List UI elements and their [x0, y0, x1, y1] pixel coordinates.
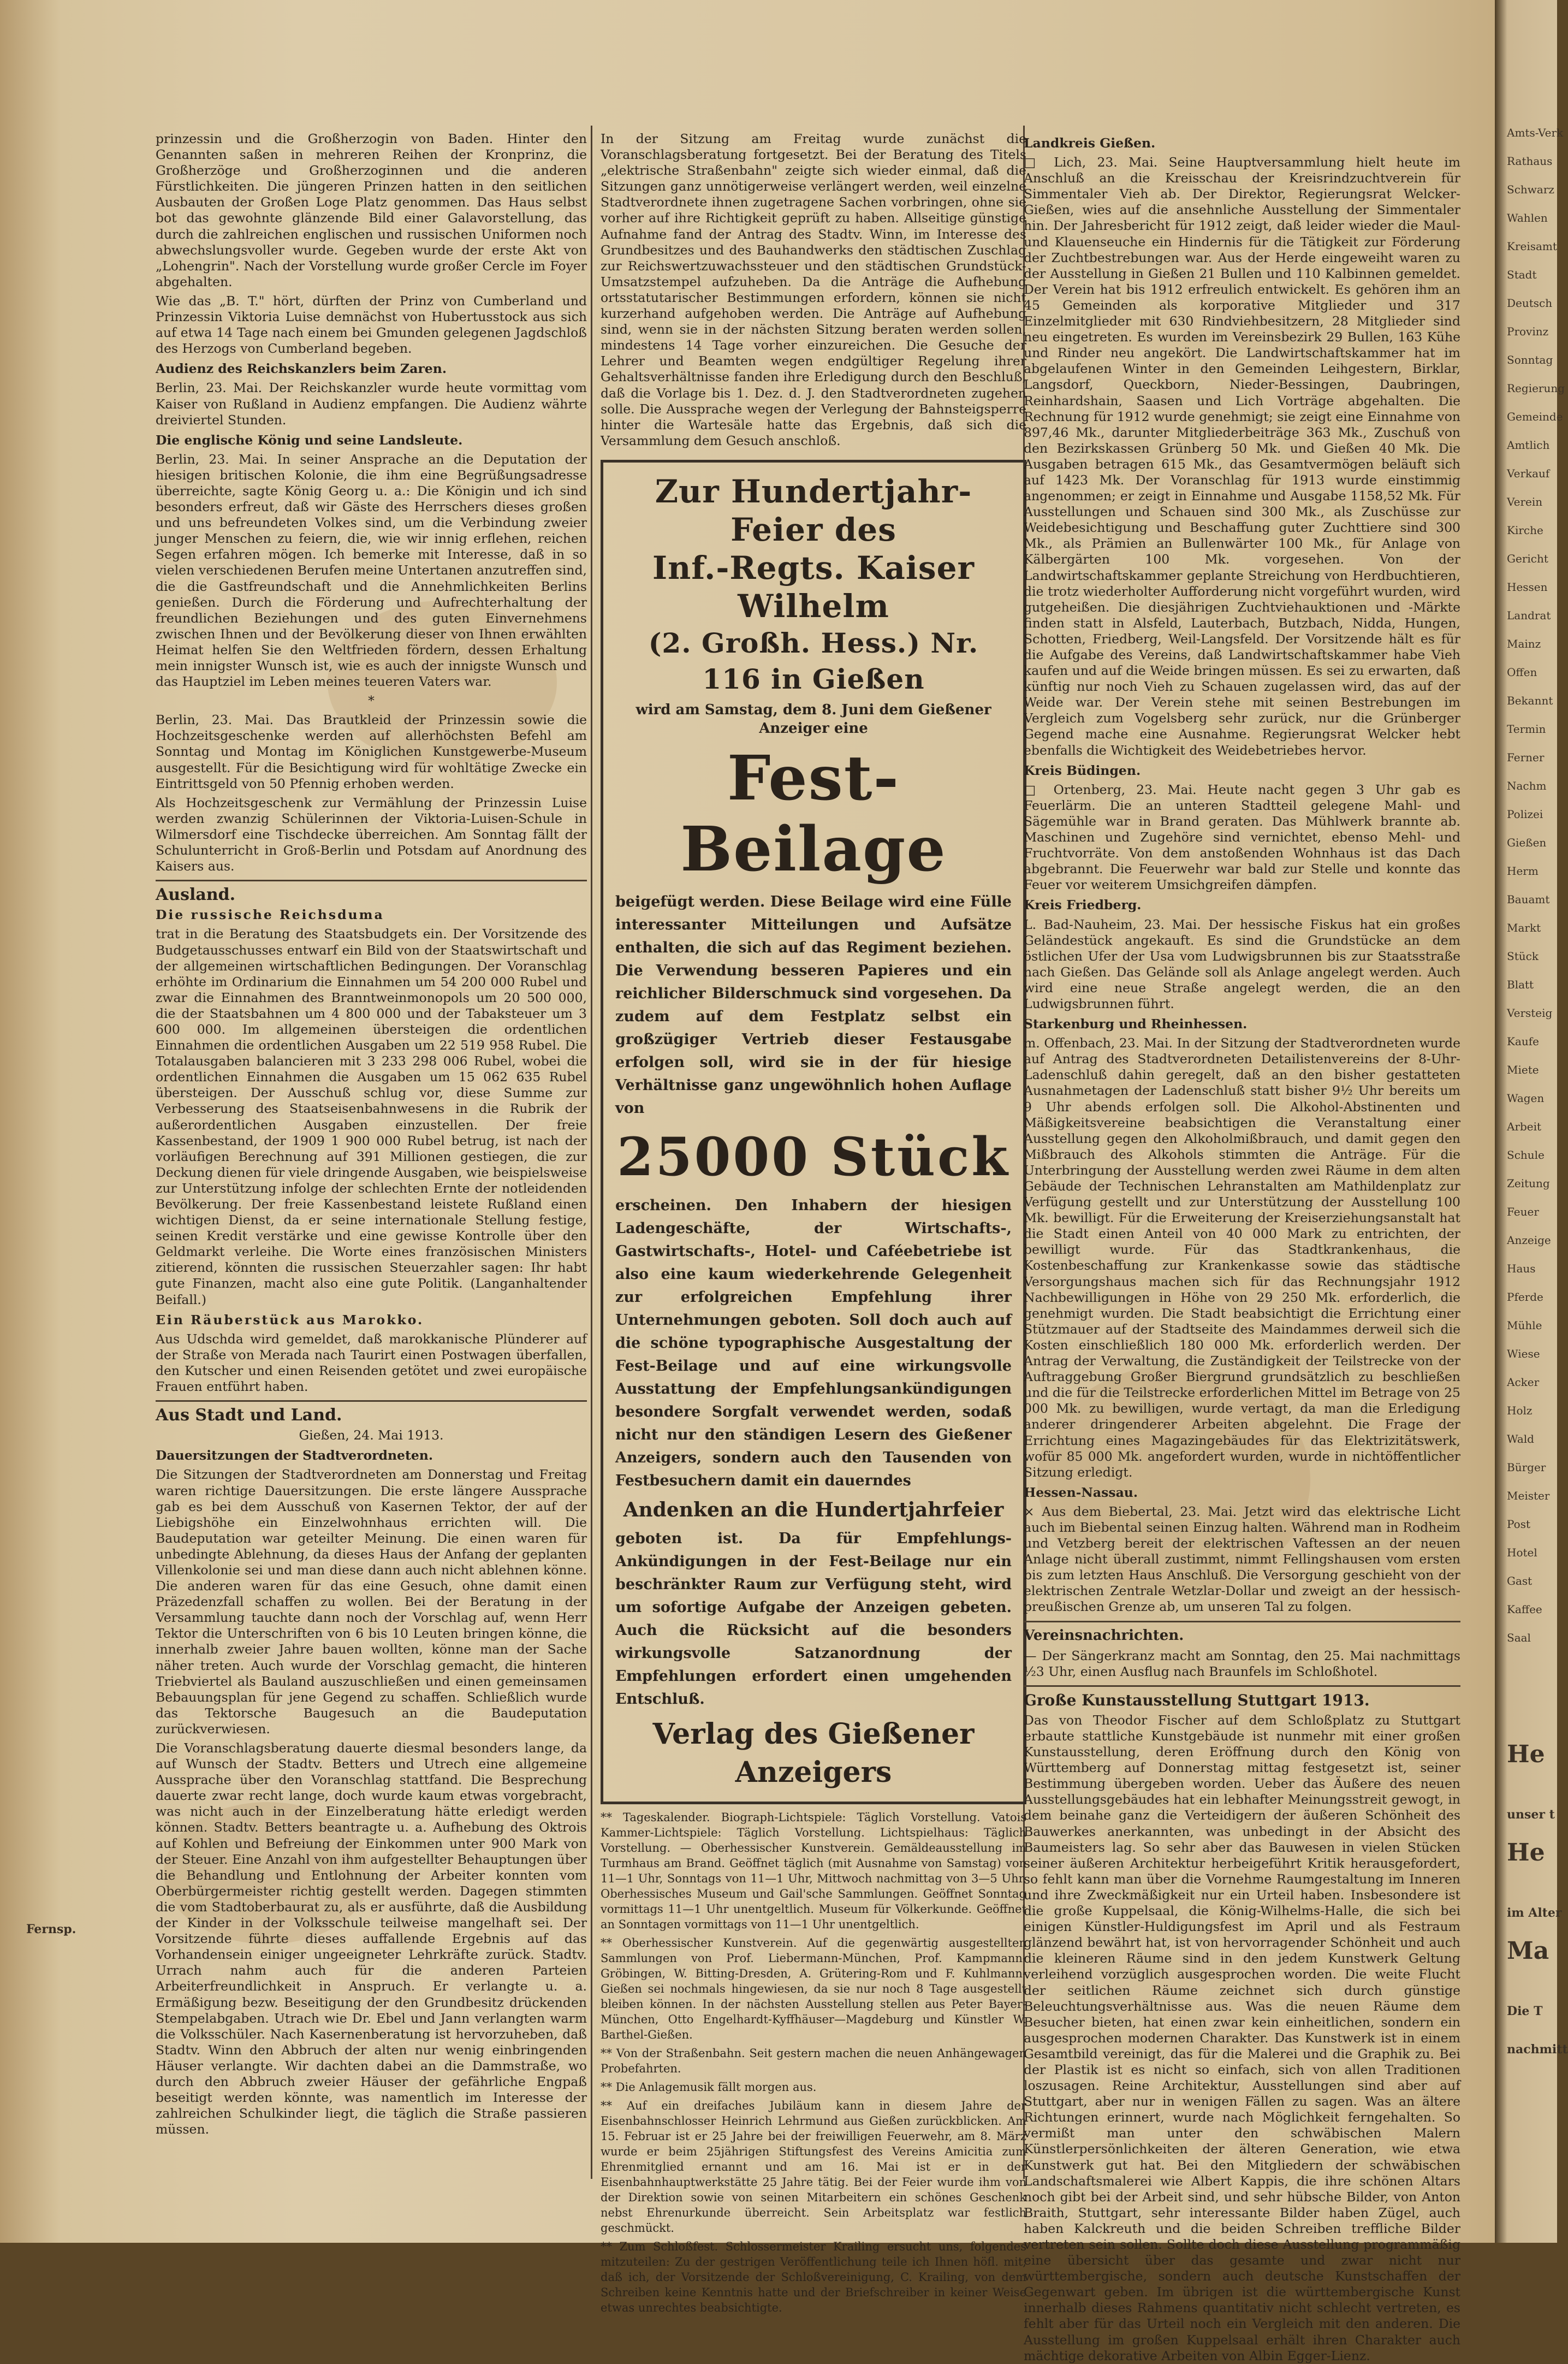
column-1 [156, 131, 587, 2173]
adjacent-page-fragment: Gemeinde [1507, 410, 1563, 423]
margin-mark: Fernsp. [26, 1922, 76, 1936]
adjacent-page-fragment: Wald [1507, 1432, 1534, 1445]
local-note: ** Zum Schloßfest. Schlossermeister Krailing ersucht uns, folgendes mitzuteilen: Zu der gestrigen Veröffentlichung teile ich Ihnen höfl. mit, daß ich, der Vorsitzende der Schloßvereinigung, C. Krailing, von dem Schreiben keine Kenntnis hatte und der Briefschreiber in keiner Weise etwas unrechtes beabsichtigte. [601, 2239, 1026, 2314]
adjacent-page-fragment: Nachm [1507, 779, 1547, 792]
adjacent-page-ad-fragment: Die T [1507, 2004, 1543, 2018]
article-text: □ Lich, 23. Mai. Seine Hauptversammlung hielt heute im Anschluß an die Kreisschau der Kreisrindzuchtverein für Simmentaler Vieh ab. Der Direktor, Regierungsrat Welcker-Gießen, wies auf die ansehnliche Ausstellung der Simmentaler hin. Der Jahresbericht für 1912 zeigt, daß leider wieder die Maul- und Klauenseuche ein Hindernis für die Tätigkeit zur Förderung der Zuchtbestrebungen war. Aus der Herde eingeweiht waren zu der Ausstellung in Gießen 21 Bullen und 110 Kalbinnen gemeldet. Der Verein hat bis 1912 erfreulich entwickelt. Es gehören ihm an 45 Gemeinden als korporative Mitglieder und 317 Einzelmitglieder mit 630 Rindviehbesitzern, 28 Mitglieder sind neu eingetreten. Es wurden im Vereinsbezirk 29 Bullen, 163 Kühe und Rinder neu angekört. Die Landwirtschaftskammer hat im abgelaufenen Winter in den Gemeinden Leihgestern, Birklar, Langsdorf, Queckborn, Nieder-Bessingen, Daubringen, Reinhardshain, Saasen und Lich Vorträge abgehalten. Die Rechnung für 1912 wurde genehmigt; sie zeigt eine Einnahme von 897,46 Mk., darunter Mitgliederbeiträge 363 Mk., Zuschuß von den Bezirkskassen Grünberg 50 Mk. und Gießen 40 Mk. Die Ausgaben betragen 615 Mk., das Gesamtvermögen beläuft sich auf 1423 Mk. Der Voranschlag für 1913 wurde einstimmig angenommen; er zeigt in Einnahme und Ausgabe 1158,52 Mk. Für Ausstellungen und Schauen sind 300 Mk., als Zuschüsse zur Weidebesichtigung und Beschaffung guter Zuchttiere sind 300 Mk., als Prämien an Bullenwärter 100 Mk., für Anlage von Kälbergärten 100 Mk. vorgesehen. Von der Landwirtschaftskammer geplante Streichung von Herdbuchtieren, die trotz wiederholter Aufforderung nicht vorgeführt wurden, wird gutgeheißen. Die diesjährigen Zuchtviehauktionen und -Märkte finden statt in Alsfeld, Lauterbach, Butzbach, Nidda, Hungen, Schotten, Friedberg, Weil-Langsfeld. Der Vorsitzende hält es für die Aufgabe des Vereins, daß Landwirtschaftskammer habe Vieh kaufen und auf die Weide bringen müssen. Es sei zu erwarten, daß künftig nur noch Vieh zu Schauen zugelassen wird, das auf der Weide war. Der Verein stehe mit seinen Bestrebungen im Vergleich zum Vogelsberg sehr zurück, nur die Grünberger Gegend mache eine Ausnahme. Regierungsrat Welcker hebt ebenfalls die Wichtigkeit des Weidebetriebes hervor. [1024, 155, 1460, 758]
ad-highlight: Andenken an die Hundertjahrfeier [623, 1498, 1004, 1521]
article-text: In der Sitzung am Freitag wurde zunächst die Voranschlagsberatung fortgesetzt. Bei der Beratung des Titels „elektrische Straßenbahn" zeigte sich wieder einmal, daß die Sitzungen ganz unnötigerweise verlängert werden, weil einzelne Stadtverordnete ihnen zugetragene Sachen vorbringen, ohne sie vorher auf ihre Richtigkeit geprüft zu haben. Allseitige günstige Aufnahme fand der Antrag des Stadtv. Winn, im Interesse des Grundbesitzes und des Bauhandwerks den städtischen Zuschlag zur Reichswertzuwachssteuer und den städtischen Grundstück-Umsatzstempel aufzuheben. Da die Anträge die Aufhebung ortsstatutarischer Bestimmungen erfordern, können sie nicht kurzerhand aufgehoben werden. Die Anträge auf Aufhebung sind, wenn sie in der nächsten Sitzung beraten werden sollen, mindestens 14 Tage vorher einzureichen. Die Gesuche der Lehrer und Beamten wegen endgültiger Regelung ihrer Gehaltsverhältnisse fanden ihre Erledigung durch den Beschluß, daß die Vorlage bis 1. Dez. d. J. den Stadtverordneten zugehen solle. Die Aussprache wegen der Verlegung der Bahnsteigsperre hinter die Wartesäle hatte das Ergebnis, daß sich die Versammlung dem Gesuch anschloß. [601, 131, 1026, 448]
adjacent-page-fragment: Gast [1507, 1574, 1533, 1587]
section-heading-kunst: Große Kunstausstellung Stuttgart 1913. [1024, 1691, 1370, 1709]
adjacent-page-fragment: Anzeige [1507, 1234, 1551, 1247]
adjacent-page-fragment: Ferner [1507, 751, 1545, 764]
adjacent-page-fragment: Kaffee [1507, 1603, 1542, 1616]
ad-body: erscheinen. Den Inhabern der hiesigen Ladengeschäfte, der Wirtschafts-, Gastwirtschafts-, Hotel- und Caféebetriebe ist also eine kaum wiederkehrende Gelegenheit zur erfolgreichen Empfehlung ihrer Unternehmungen geboten. Soll doch auch auf die schöne typographische Ausgestaltung der Fest-Beilage und auf eine wirkungsvolle Ausstattung der Empfehlungsankündigungen besondere Sorgfalt verwendet werden, sodaß nicht nur den ständigen Lesern des Gießener Anzeigers, sondern auch den Tausenden von Festbesuchern damit ein dauerndes [615, 1196, 1012, 1489]
section-heading-vereine: Vereinsnachrichten. [1024, 1627, 1184, 1644]
adjacent-page-fragment: Wahlen [1507, 211, 1548, 224]
ad-subtitle: wird am Samstag, dem 8. Juni dem Gießener Anzeiger eine [635, 701, 991, 737]
adjacent-page-fragment: Kreisamt [1507, 240, 1557, 253]
adjacent-page-fragment: Meister [1507, 1489, 1550, 1502]
adjacent-page-fragment: Feuer [1507, 1205, 1539, 1218]
section-rule [1024, 1621, 1460, 1622]
article-text: Aus Udschda wird gemeldet, daß marokkanische Plünderer auf der Straße von Merada nach Taurirt einen Postwagen überfallen, den Kutscher und einen Reisenden getötet und zwei europäische Frauen entführt haben. [156, 1331, 587, 1395]
adjacent-page-fragment: Schwarz [1507, 183, 1554, 196]
local-note: ** Die Anlagemusik fällt morgen aus. [601, 2080, 817, 2094]
adjacent-page-ad-fragment: Ma [1507, 1937, 1549, 1965]
adjacent-page-fragment: Wiese [1507, 1347, 1540, 1360]
column-3 [1024, 131, 1460, 2363]
article-text: m. Offenbach, 23. Mai. In der Sitzung der Stadtverordneten wurde auf Antrag des Stadtverordneten Detailistenvereins der 8-Uhr-Ladenschluß dahin geregelt, daß an den bisher gestatteten Ausnahmetagen der Ladenschluß statt bisher 9½ Uhr bereits um 9 Uhr abends erfolgen soll. Die Alkohol-Abstinenten und Mäßigkeitsvereine beabsichtigen die Veranstaltung einer Ausstellung gegen den Alkoholmißbrauch, und damit gegen den Mißbrauch des Alkohols stimmten die Anträge. Für die Unterbringung der Ausstellung werden zwei Räume in dem alten Gebäude der Technischen Lehranstalten am Mathildenplatz zur Verfügung gestellt und zur Unterstützung der Ausstellung 100 Mk. bewilligt. Für die Erweiterung der Kreiserziehungsanstalt hat die Stadt einen Anteil von 40 000 Mark zu entrichten, der bewilligt wurde. Für das Stadtkrankenhaus, die Kostenbeschaffung zur Krankenkasse sowie das städtische Versorgungshaus machen sich für das Rechnungsjahr 1912 Nachbewilligungen in Höhe von 29 250 Mk. erforderlich, die genehmigt wurden. Die Stadt beabsichtigt die Errichtung einer Stützmauer auf der Stadtseite des Maindammes derweil sich die Kosten einschließlich 180 000 Mk. erforderlich werden. Der Antrag der Verwaltung, die Zuständigkeit der Teilstrecke von der Auftraggebung Großer Biergrund grundsätzlich zu beschließen und die für die Teilstrecke erforderlichen Mittel im Betrage von 25 000 Mk. zu bewilligen, wurde vertagt, da man die Erledigung anderer dringenderer Arbeiten abgelehnt. Die Frage der Errichtung eines Magazingebäudes für das Elektrizitätswerk, wofür 85 000 Mk. angefordert wurden, wurde in nichtöffentlicher Sitzung erledigt. [1024, 1035, 1460, 1480]
article-text: L. Bad-Nauheim, 23. Mai. Der hessische Fiskus hat ein großes Geländestück angekauft. Es sind die Grundstücke an dem östlichen Ufer der Usa vom Ludwigsbrunnen bis zur Staatsstraße nach Gießen. Das Gelände soll als Anlage angelegt werden. Auch wird eine neue Straße angelegt werden, die an den Ludwigsbrunnen führt. [1024, 916, 1460, 1011]
section-heading-stadt-land: Aus Stadt und Land. [156, 1406, 342, 1425]
adjacent-page-ad-fragment: He [1507, 1740, 1545, 1768]
adjacent-page-fragment: Mainz [1507, 637, 1541, 650]
local-note: ** Von der Straßenbahn. Seit gestern machen die neuen Anhängewagen Probefahrten. [601, 2046, 1026, 2075]
column-2 [601, 131, 1026, 2314]
article-text: Berlin, 23. Mai. Das Brautkleid der Prinzessin sowie die Hochzeitsgeschenke werden auf allerhöchsten Befehl am Sonntag und Montag im Königlichen Kunstgewerbe-Museum ausgestellt. Für die Besichtigung wird für wohltätige Zwecke ein Eintrittsgeld von 50 Pfennig erhoben werden. [156, 712, 587, 791]
article-heading: Kreis Büdingen. [1024, 762, 1141, 778]
article-text: prinzessin und die Großherzogin von Baden. Hinter den Genannten saßen in mehreren Reihen der Kronprinz, die Großherzöge und Großherzoginnen und die anderen Fürstlichkeiten. Die jüngeren Prinzen hatten in den seitlichen Ausbauten der Großen Loge Platz genommen. Das Haus selbst bot das gewohnte glänzende Bild einer Galavorstellung, das durch die zahlreichen englischen und russischen Uniformen noch abwechslungsvoller wurde. Gegeben wurde der erste Akt von „Lohengrin". Nach der Vorstellung wurde großer Cercle im Foyer abgehalten. [156, 131, 587, 289]
adjacent-page-fragment: Mühle [1507, 1319, 1542, 1332]
ad-title-line: Inf.-Regts. Kaiser Wilhelm [652, 549, 975, 625]
ad-headline: Fest-Beilage [680, 742, 947, 885]
adjacent-page-fragment: Saal [1507, 1631, 1531, 1644]
adjacent-page-fragment: Stück [1507, 950, 1539, 963]
adjacent-page-ad-fragment: unser t [1507, 1808, 1555, 1822]
adjacent-page-fragment: Gericht [1507, 552, 1548, 565]
adjacent-page-ad-fragment: im Alter [1507, 1906, 1562, 1920]
ad-body: beigefügt werden. Diese Beilage wird eine Fülle interessanter Mitteilungen und Aufsätze enthalten, die sich auf das Regiment beziehen. Die Verwendung besseren Papieres und ein reichlicher Bilderschmuck sind vorgesehen. Da zudem auf dem Festplatz selbst ein großzügiger Vertrieb dieser Festausgabe erfolgen soll, wird sie in der für hiesige Verhältnisse ganz ungewöhnlich hohen Auflage von [615, 893, 1012, 1117]
dateline: Gießen, 24. Mai 1913. [299, 1427, 444, 1443]
adjacent-page-fragment: Offen [1507, 666, 1537, 679]
adjacent-page-fragment: Landrat [1507, 609, 1551, 622]
article-text: — Der Sängerkranz macht am Sonntag, den 25. Mai nachmittags ½3 Uhr, einen Ausflug nach Braunfels im Schloßhotel. [1024, 1648, 1460, 1679]
article-text: trat in die Beratung des Staatsbudgets ein. Der Vorsitzende des Budgetausschusses entwarf ein Bild von der Staatswirtschaft und der allgemeinen wirtschaftlichen Bedingungen. Der Voranschlag erhöhte im Ordinarium die Einnahmen um 54 200 000 Rubel und zwar die Einnahmen des Branntweinmonopols um 20 500 000, die der Staatsbahnen um 4 800 000 und der Tabaksteuer um 3 600 000. Im allgemeinen übersteigen die ordentlichen Einnahmen die ordentlichen Ausgaben um 22 519 958 Rubel. Die Totalausgaben balancieren mit 3 233 298 006 Rubel, wobei die ordentlichen Einnahmen die Ausgaben um 15 062 635 Rubel übersteigen. Der Ausschuß schlug vor, diese Summe zur Verbesserung des Staatseisenbahnwesens in die Rubrik der außerordentlichen Ausgaben einzustellen. Der freie Kassenbestand, der 1909 1 900 000 Rubel betrug, ist nach der vorläufigen Berechnung auf 391 Millionen gestiegen, die zur Deckung dienen für viele dringende Ausgaben, wie beispielsweise zur Unterstützung infolge der schlechten Ernte der notleidenden Bevölkerung. Der freie Kassenbestand leistete Rußland einen wichtigen Dienst, da er seine internationale Stellung festige, seinen Kredit verstärke und eine gewisse Kontrolle über den Geldmarkt verleihe. Die Worte eines französischen Ministers zitierend, könnten die russischen Steuerzahler sagen: Ihr habt gute Finanzen, macht also eine gute Politik. (Langanhaltender Beifall.) [156, 926, 587, 1307]
fest-beilage-advertisement [601, 460, 1026, 1804]
adjacent-page-fragment: Miete [1507, 1063, 1539, 1076]
article-text: × Aus dem Biebertal, 23. Mai. Jetzt wird das elektrische Licht auch im Biebental seinen Einzug halten. Während man in Rodheim und Vetzberg bereit der elektrischen Vaftessen an der neuen Anlage nicht überall zustimmt, nimmt Fellingshausen vom ersten bis zum letzten Haus Anschluß. Die Versorgung geschieht von der elektrischen Zentrale Wetzlar-Dollar und zweigt an der hessisch-preußischen Grenze ab, um unseren Tal zu folgen. [1024, 1503, 1460, 1615]
section-heading-ausland: Ausland. [156, 885, 236, 905]
local-note: ** Tageskalender. Biograph-Lichtspiele: Täglich Vorstellung. Vatois Kammer-Lichtspiele: Täglich Vorstellung. Lichtspielhaus: Täglich Vorstellung. — Oberhessischer Kunstverein. Gemäldeausstellung im Turmhaus am Brand. Geöffnet täglich (mit Ausnahme von Samstag) von 11—1 Uhr, Sonntags von 11—1 Uhr, Mittwoch nachmittag von 3—5 Uhr. Oberhessisches Museum und Gail'sche Sammlungen. Geöffnet Sonntag vormittags 11—1 Uhr unentgeltlich. Museum für Völkerkunde. Geöffnet an Sonntagen vormittags von 11—1 Uhr unentgeltlich. [601, 1810, 1026, 1931]
adjacent-page-fragment: Sonntag [1507, 353, 1553, 366]
column-rule [591, 126, 592, 2179]
adjacent-page-fragment: Amtlich [1507, 439, 1550, 452]
adjacent-page-ad-fragment: nachmitt [1507, 2042, 1568, 2057]
article-text: □ Ortenberg, 23. Mai. Heute nacht gegen 3 Uhr gab es Feuerlärm. Die an unteren Stadtteil gelegene Mahl- und Sägemühle war in Brand geraten. Das Mühlwerk brannte ab. Maschinen und Zugehöre sind vernichtet, ebenso Mehl- und Fruchtvorräte. Von dem anstoßenden Wohnhaus ist das Dach abgebrannt. Die Feuerwehr war bald zur Stelle und konnte das Feuer vor weiterem Umsichgreifen dämpfen. [1024, 781, 1460, 893]
adjacent-page-fragment: Polizei [1507, 808, 1543, 821]
adjacent-page-fragment: Regierung [1507, 382, 1565, 395]
article-heading: Audienz des Reichskanzlers beim Zaren. [156, 361, 447, 377]
adjacent-page-fragment: Verein [1507, 495, 1543, 508]
adjacent-page-fragment: Arbeit [1507, 1120, 1542, 1133]
adjacent-page-fragment: Kaufe [1507, 1035, 1539, 1048]
adjacent-page-fragment: Amts-Verk [1507, 126, 1564, 139]
adjacent-page-fragment: Acker [1507, 1376, 1540, 1389]
article-text: Das von Theodor Fischer auf dem Schloßplatz zu Stuttgart erbaute stattliche Kunstgebäude ist nunmehr mit einer großen Kunstausstellung, deren Eröffnung durch den König von Württemberg auf Donnerstag mittag festgesetzt ist, seiner Bestimmung übergeben worden. Ueber das Äußere des neuen Ausstellungsgebäudes hat ein lebhafter Meinungsstreit gewogt, in dem beinahe ganz die Verteidigern der äußeren Schönheit des Bauwerkes anerkannten, was unbedingt in der Absicht des Baumeisters lag. So sehr aber das Bauwesen in vielen Stücken seiner äußeren Architektur herbeigeführt Kritik herausgefordert, so fehlt kann man über die Vornehme Raumgestaltung im Inneren und ihre Zweckmäßigkeit nur ein Urteil haben. Insbesondere ist die große Kuppelsaal, die König-Wilhelms-Halle, die sich bei einigen Künstler-Huldigungsfest im April und als Festraum glänzend bewährt hat, ist von hervorragender Schönheit und auch die kleineren Räume sind in den jedem Kunstwerk Geltung verleihend vorzüglich ausgesprochen worden. Die weite Flucht der seitlichen Räume zeichnet sich durch günstige Beleuchtungsverhältnisse aus. Was die neuen Räume dem Besucher bieten, hat einen zwar kein einheitlichen, sondern ein ausgesprochen modernen Charakter. Das Kunstwerk ist in einem Gesamtbild vereinigt, das für die Malerei und die Graphik zu. Bei der Plastik ist es nicht so einfach, sich von allen Traditionen loszusagen. Reine Architektur, Ausstellungen sind aber auf Stuttgart, aber nur in wenigen Fällen zu sagen. Was an ältere Richtungen erinnert, wurde nach Möglichkeit ferngehalten. So vermißt man unter den schwäbischen Malern Künstlerpersönlichkeiten der älteren Generation, wie etwa Kunstwerk gut hat. Bei den Mitgliedern der schwäbischen Landschaftsmalerei wie Albert Kappis, die ihre schönen Altars noch gibt bei der Arbeit sind, und sehr hübsche Bilder, von Anton Braith, Stuttgart, sehr interessante Bilder haben Zügel, auch haben Kalckreuth und die beiden Schreiben treffliche Bilder vertreten sein sollen. Sollte doch diese Ausstellung programmäßig eine übersicht über das gesamte und zwar nicht nur württembergische, sondern auch deutsche Kunstschaffen der Gegenwart geben. Im übrigen ist die württembergische Kunst innerhalb dieses Rahmens quantitativ nicht schlecht vertreten, es fehlt aber für das Urteil noch ein Vergleich mit den anderen. Die Ausstellung im großen Kuppelsaal erhält ihren Charakter auch mächtige dekorative Arbeiten von Albin Egger-Lienz. [1024, 1712, 1460, 2363]
adjacent-page-fragment: Schule [1507, 1148, 1545, 1162]
article-heading: Kreis Friedberg. [1024, 897, 1142, 913]
article-heading: Dauersitzungen der Stadtverordneten. [156, 1448, 433, 1464]
adjacent-page-fragment: Wagen [1507, 1092, 1545, 1105]
separator-star: * [368, 693, 375, 709]
adjacent-page-fragment: Post [1507, 1518, 1530, 1531]
local-note: ** Auf ein dreifaches Jubiläum kann in diesem Jahre der Eisenbahnschlosser Heinrich Lehrmund aus Gießen zurückblicken. Am 15. Februar ist er 25 Jahre bei der freiwilligen Feuerwehr, am 8. März wurde er beim 25jährigen Stiftungsfest des Vereins Amicitia zum Ehrenmitglied ernannt und am 16. Mai ist er in der Eisenbahnhauptwerkstätte 25 Jahre tätig. Bei der Feier wurde ihm von der Direktion sowie von seinen Mitarbeitern ein schönes Geschenk nebst Ehrenurkunde überreicht. Sein Arbeitsplatz war festlich geschmückt. [601, 2099, 1026, 2235]
article-text: Berlin, 23. Mai. In seiner Ansprache an die Deputation der hiesigen britischen Kolonie, die ihm eine Begrüßungsadresse überreichte, sagte König Georg u. a.: Die Königin und ich sind besonders erfreut, daß wir Gäste des Herrschers dieses großen und uns befreundeten Volkes sind, um die Verbindung zweier junger Menschen zu feiern, die, wie wir innig erflehen, reichen Segen erfahren mögen. Ich bemerke mit Interesse, daß in so vielen verschiedenen Berufen meine Untertanen anzutreffen sind, die die Gastfreundschaft und die Annehmlichkeiten Berlins genießen. Durch die Förderung und Aufrechterhaltung der freundlichen Beziehungen und des guten Einvernehmens zwischen Ihnen und der Bevölkerung dieser von Ihnen erwählten Heimat helfen Sie den Weltfrieden fördern, dessen Erhaltung mein innigster Wunsch ist, wie es auch der innigste Wunsch und das Hauptziel im Leben meines teueren Vaters war. [156, 451, 587, 690]
adjacent-page-fragment: Versteig [1507, 1006, 1553, 1020]
article-heading: Ein Räuberstück aus Marokko. [156, 1312, 424, 1328]
ad-body: geboten ist. Da für Empfehlungs-Ankündigungen in der Fest-Beilage nur ein beschränkter Raum zur Verfügung steht, wird um sofortige Aufgabe der Anzeigen gebeten. Auch die Rücksicht auf die besonders wirkungsvolle Satzanordnung der Empfehlungen erfordert einen umgehenden Entschluß. [615, 1530, 1012, 1708]
adjacent-page-fragment: Herm [1507, 864, 1539, 878]
article-heading: Die russische Reichsduma [156, 907, 384, 923]
adjacent-page-fragment: Rathaus [1507, 155, 1553, 168]
ad-title-line: Zur Hundertjahr-Feier des [655, 472, 972, 548]
adjacent-page-fragment: Zeitung [1507, 1177, 1550, 1190]
adjacent-page-fragment: Blatt [1507, 978, 1534, 991]
adjacent-page-ad-fragment: He [1507, 1839, 1545, 1867]
ad-title-line: (2. Großh. Hess.) Nr. 116 in Gießen [648, 626, 979, 695]
article-heading: Landkreis Gießen. [1024, 135, 1156, 151]
article-text: Die Voranschlagsberatung dauerte diesmal besonders lange, da auf Wunsch der Stadtv. Betters und Utrech eine allgemeine Aussprache über den Voranschlag stattfand. Die Besprechung dauerte zwar recht lange, doch wurde kaum etwas vorgebracht, was nicht auch in der Einzelberatung hätte erledigt werden können. Stadtv. Betters beantragte u. a. Aufhebung des Oktrois auf Kohlen und Befreiung der Einkommen unter 900 Mark von der Steuer. Eine Anzahl von ihm aufgestellter Behauptungen über die Behandlung und Entlohnung der Arbeiter konnten vom Oberbürgermeister richtig gestellt werden. Dagegen stimmten die vom Stadtoberbaurat zu, als er ausführte, daß die Ausbildung der Kinder in der Volksschule teilweise mangelhaft sei. Der Vorsitzende führte dieses auffallende Ergebnis auf das Vorhandensein einiger ungeeigneter Lehrkräfte zurück. Stadtv. Urrach nahm auch für die anderen Parteien Arbeiterfreundlichkeit in Anspruch. Er verlangte u. a. Ermäßigung bezw. Beseitigung der den Grundbesitz drückenden Stempelabgaben. Utrach wie Dr. Ebel und Jann verlangten warm die Volksschüler. Nach Kasernenberatung ist hervorzuheben, daß Stadtv. Winn den Abbruch der alten nur wenig einbringenden Häuser verlangte. Wir dachten dabei an die Dammstraße, wo durch den Abbruch zweier Häuser der gefährliche Engpaß beseitigt werden könnte, was namentlich im Interesse der zahlreichen Schulkinder liegt, die täglich die Straße passieren müssen. [156, 1740, 587, 2137]
article-text: Als Hochzeitsgeschenk zur Vermählung der Prinzessin Luise werden zwanzig Schülerinnen der Viktoria-Luisen-Schule in Wilmersdorf eine Tischdecke überreichen. Am Sonntag fällt der Schulunterricht in Groß-Berlin und Potsdam auf Anordnung des Kaisers aus. [156, 795, 587, 874]
article-text: Wie das „B. T." hört, dürften der Prinz von Cumberland und Prinzessin Viktoria Luise demnächst von Hubertusstock aus sich auf etwa 14 Tage nach einem bei Gmunden gelegenen Jagdschloß des Herzogs von Cumberland begeben. [156, 293, 587, 357]
adjacent-page-fragment: Verkauf [1507, 467, 1550, 480]
article-heading: Die englische König und seine Landsleute. [156, 432, 463, 448]
adjacent-page-fragment: Markt [1507, 921, 1541, 934]
article-heading: Starkenburg und Rheinhessen. [1024, 1016, 1248, 1032]
adjacent-page-fragment: Provinz [1507, 325, 1549, 338]
local-note: ** Oberhessischer Kunstverein. Auf die gegenwärtig ausgestellten Sammlungen von Prof. Liebermann-München, Prof. Kampmann-Gröbingen, W. Bitting-Dresden, A. Grütering-Rom und F. Kuhlmann-Gießen sei nochmals hingewiesen, da sie nur noch 8 Tage ausgestellt bleiben können. In der nächsten Ausstellung stellen aus Peter Bayer-München, Otto Engelhardt-Kyffhäuser—Magdeburg und Künstler W. Barthel-Gießen. [601, 1936, 1026, 2041]
adjacent-page-fragment: Bekannt [1507, 694, 1553, 707]
article-heading: Hessen-Nassau. [1024, 1484, 1138, 1500]
adjacent-page-fragment: Hessen [1507, 580, 1548, 594]
adjacent-page-fragment: Bauamt [1507, 893, 1550, 906]
ad-publisher: Verlag des Gießener Anzeigers [652, 1717, 975, 1789]
adjacent-page-fragment: Holz [1507, 1404, 1533, 1417]
adjacent-page-fragment: Kirche [1507, 524, 1543, 537]
adjacent-page-fragment: Hotel [1507, 1546, 1537, 1559]
adjacent-page-fragment: Haus [1507, 1262, 1536, 1275]
adjacent-page-fragment: Termin [1507, 722, 1546, 736]
adjacent-page-fragment: Gießen [1507, 836, 1547, 849]
adjacent-page-fragment: Pferde [1507, 1290, 1543, 1304]
article-text: Berlin, 23. Mai. Der Reichskanzler wurde heute vormittag vom Kaiser von Rußland in Audienz empfangen. Die Audienz währte dreiviertel Stunden. [156, 380, 587, 428]
adjacent-page-edge [1495, 0, 1568, 2243]
adjacent-page-fragment: Bürger [1507, 1461, 1546, 1474]
article-text: Die Sitzungen der Stadtverordneten am Donnerstag und Freitag waren richtige Dauersitzungen. Die erste längere Aussprache gab es bei dem Ausschuß von Kasernen Tektor, der auf der Liebigshöhe ein Einzelwohnhaus errichten will. Die Baudeputation war geteilter Meinung. Die einen waren für unbedingte Ablehnung, da dieses Haus der Anfang der geplanten Villenkolonie sei und man diese dann auch nicht ablehnen könne. Die anderen waren für das eine Gesuch, ohne damit einen Präzedenzfall schaffen zu wollen. Bei der Beratung in der Versammlung tauchte dann noch der Vorschlag auf, wenn Herr Tektor die Unterschriften von 6 bis 10 Leuten bringen könne, die innerhalb zweier Jahre bauen wollten, könne man der Sache näher treten. Auch wurde der Vorschlag gemacht, die hinteren Triebviertel als Bauland auszuschließen und einen gemeinsamen Bebauungsplan für jene Gegend zu schaffen. Schließlich wurde das Tektorsche Baugesuch an die Baudeputation zurückverwiesen. [156, 1467, 587, 1737]
adjacent-page-fragment: Stadt [1507, 268, 1537, 281]
section-rule [156, 1400, 587, 1402]
ad-circulation: 25000 Stück [617, 1125, 1010, 1188]
adjacent-page-fragment: Deutsch [1507, 297, 1553, 310]
section-rule [1024, 1685, 1460, 1687]
section-rule [156, 880, 587, 881]
